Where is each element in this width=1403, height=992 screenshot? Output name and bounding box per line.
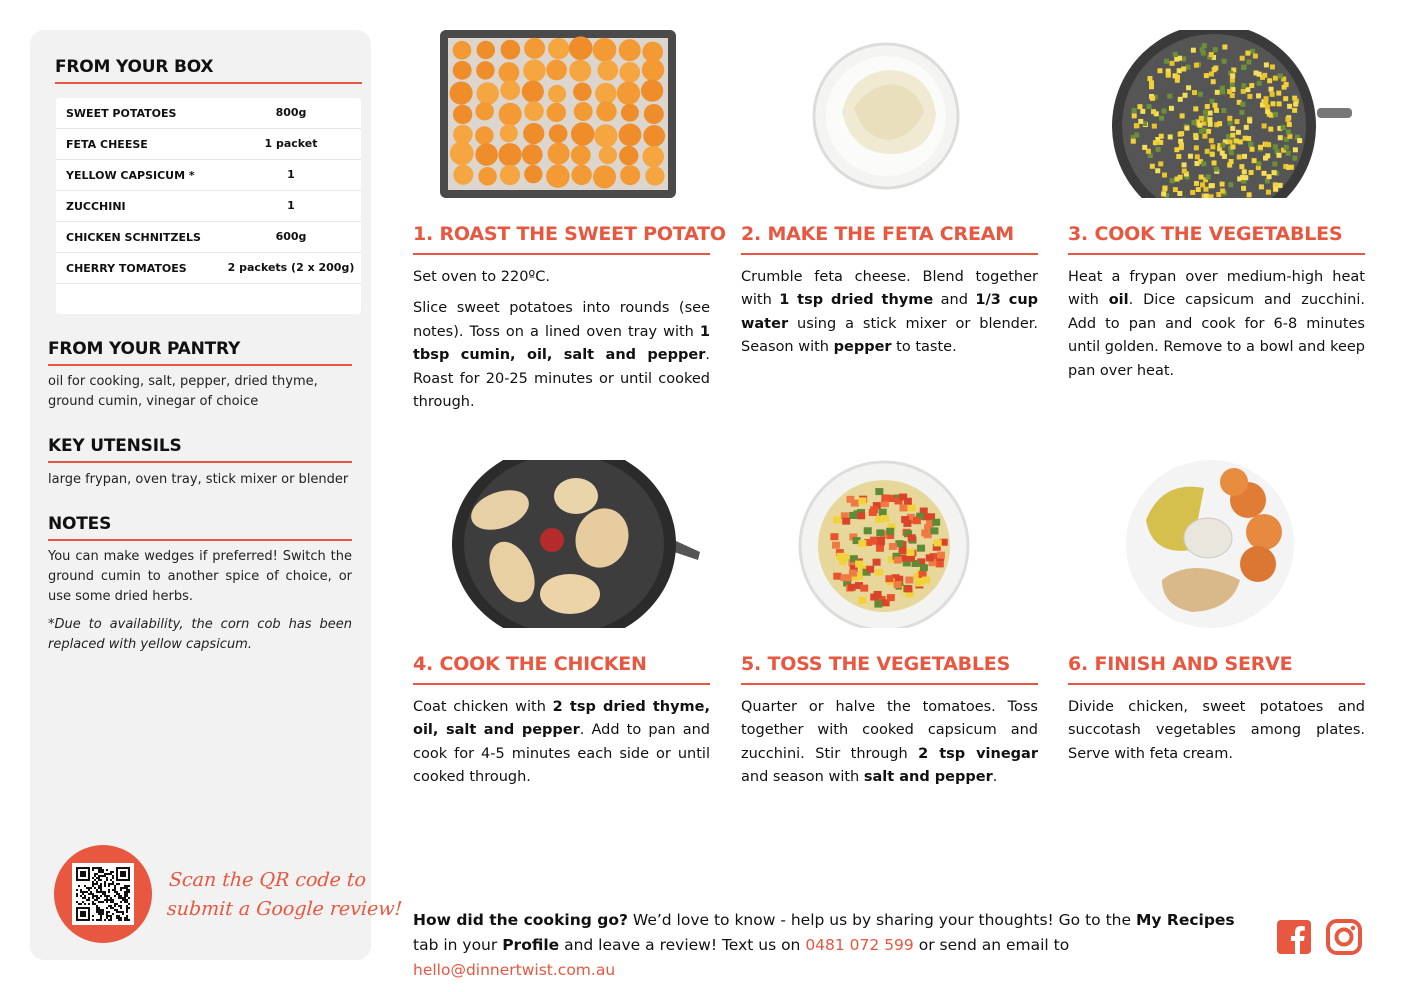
step-title: 6. FINISH AND SERVE [1068,653,1293,675]
step-emphasis: 1/3 cup water [741,292,1039,332]
step-rule [413,253,710,255]
step-emphasis: salt and pepper [863,769,993,786]
step-text: and [933,292,976,309]
step-emphasis: 1 tsp dried thyme [779,292,934,309]
ingredient-name: SWEET POTATOES [66,107,177,120]
step-text: Coat chicken with [413,699,553,715]
ingredient-name: ZUCCHINI [66,200,126,213]
step-title: 3. COOK THE VEGETABLES [1068,223,1343,245]
step-body [1068,266,1365,391]
step-paragraph [1068,266,1365,383]
ingredient-row [56,222,361,253]
succotash-bowl [796,460,972,628]
email-link[interactable]: hello@dinnertwist.com.au [413,961,616,979]
footer-text: or send an email to [913,936,1070,954]
step-body [741,696,1038,798]
step-rule [1068,683,1365,685]
from-box-rule [55,82,362,84]
pantry-heading: FROM YOUR PANTRY [48,339,241,359]
step-text: . Dice capsicum and zucchini. Add to pan and cook for 6-8 minutes until golden. Remove to a bowl and keep pan over heat. [1068,292,1366,379]
step-paragraph [1068,696,1365,766]
step-emphasis: 2 tsp vinegar [918,745,1038,762]
ingredient-qty: 1 packet [264,137,318,150]
ingredient-name: YELLOW CAPSICUM * [66,169,195,182]
qr-caption-line2: submit a Google review! [166,898,403,920]
roasted-sweet-potato-tray [440,30,676,198]
utensils-text: large frypan, oven tray, stick mixer or blender [48,472,349,487]
ingredient-row [56,191,361,222]
step-title: 1. ROAST THE SWEET POTATO [413,223,726,245]
chicken-frypan [452,460,702,628]
footer-text: My Recipes [1135,911,1235,929]
ingredient-name: CHERRY TOMATOES [66,262,187,275]
step-text: Crumble feta cheese. Blend together with [741,269,1038,309]
ingredient-row [56,98,361,129]
step-text: to taste. [891,339,957,356]
step-body [413,696,710,798]
ingredients-table [56,98,361,314]
step-emphasis: 2 tsp dried thyme, oil, salt and pepper [413,699,711,739]
pantry-text: oil for cooking, salt, pepper, dried thyme, ground cumin, vinegar of choice [48,374,318,409]
step-paragraph [413,696,710,790]
ingredient-qty: 1 [287,199,295,212]
step-body [413,266,710,422]
pantry-rule [48,364,352,366]
utensils-rule [48,461,352,463]
feta-cream-bowl [812,42,960,190]
instagram-icon[interactable] [1326,919,1362,955]
ingredient-row [56,160,361,191]
step-paragraph [413,297,710,414]
footer-text: Profile [502,936,560,954]
ingredient-row [56,129,361,160]
notes-rule [48,539,352,541]
step-title: 4. COOK THE CHICKEN [413,653,647,675]
ingredient-qty: 1 [287,168,295,181]
facebook-icon[interactable] [1276,919,1312,955]
step-emphasis: oil [1108,292,1129,309]
step-text: Quarter or halve the tomatoes. Toss together with cooked capsicum and zucchini. Stir through [741,699,1038,762]
step-paragraph [741,696,1038,790]
utensils-heading: KEY UTENSILS [48,436,182,456]
notes-text: You can make wedges if preferred! Switch the ground cumin to another spice of choice, or use some dried herbs. [48,549,352,604]
notes-heading: NOTES [48,514,112,534]
step-text: . [992,769,998,786]
step-emphasis: pepper [833,339,892,356]
step-text: . Add to pan and cook for 4-5 minutes each side or until cooked through. [413,722,710,786]
step-rule [1068,253,1365,255]
vegetables-frypan [1112,30,1356,198]
step-text: Heat a frypan over medium-high heat with [1068,269,1365,309]
step-rule [741,253,1038,255]
ingredient-qty: 2 packets (2 x 200g) [227,261,355,274]
qr-caption-line1: Scan the QR code to [168,869,367,891]
step-body [741,266,1038,368]
footer-text: How did the cooking go? [413,911,628,929]
footer-text: We’d love to know - help us by sharing your thoughts! Go to the [627,911,1136,929]
step-emphasis: 1 tbsp cumin, oil, salt and pepper [413,323,710,364]
step-text: . Roast for 20-25 minutes or until cooked through. [413,347,710,411]
ingredient-qty: 600g [275,230,307,243]
notes-italic-text: *Due to availability, the corn cob has been replaced with yellow capsicum. [48,617,352,652]
step-text: Set oven to 220ºC. [413,269,550,285]
qr-code-icon[interactable] [72,863,134,925]
phone-link[interactable]: 0481 072 599 [805,936,914,954]
step-title: 5. TOSS THE VEGETABLES [741,653,1011,675]
from-box-heading: FROM YOUR BOX [55,57,214,77]
step-paragraph [413,266,710,289]
step-text: Divide chicken, sweet potatoes and succotash vegetables among plates. Serve with feta cream. [1068,699,1365,762]
ingredient-name: FETA CHEESE [66,138,148,151]
plated-dish [1122,460,1298,628]
qr-caption [166,866,405,924]
step-paragraph [741,266,1038,360]
review-prompt [413,908,1263,983]
ingredient-name: CHICKEN SCHNITZELS [66,231,201,244]
step-rule [413,683,710,685]
footer-text: and leave a review! Text us on [559,936,806,954]
step-text: and season with [741,769,864,786]
step-title: 2. MAKE THE FETA CREAM [741,223,1014,245]
step-text: using a stick mixer or blender. Season with [741,315,1038,356]
step-rule [741,683,1038,685]
ingredient-row [56,253,361,284]
step-text: Slice sweet potatoes into rounds (see notes). Toss on a lined oven tray with [413,300,710,340]
ingredient-qty: 800g [275,106,307,119]
footer-text: tab in your [413,936,503,954]
step-body [1068,696,1365,774]
